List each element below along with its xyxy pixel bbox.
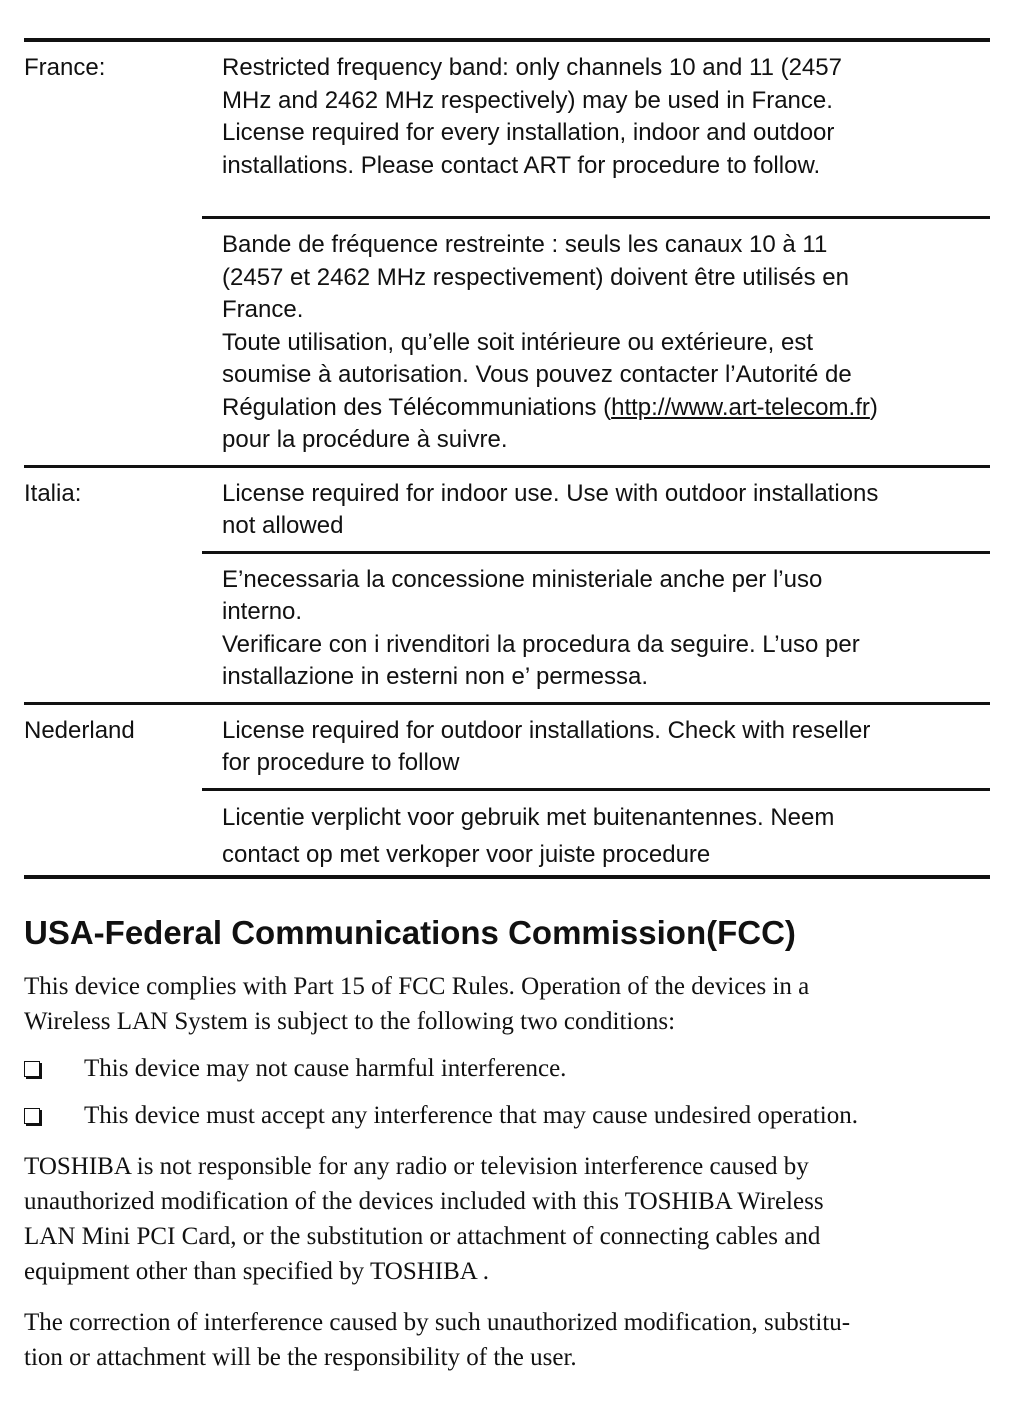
country-label: Italia: [24,479,82,507]
text-line: not allowed [222,512,344,539]
table-row-france [24,42,990,465]
text-line-with-link [222,392,986,425]
text-line: Bande de fréquence restreinte : seuls les canaux 10 à 11 [222,231,828,258]
english-text-cell [202,468,990,551]
text-line: Wireless LAN System is subject to the following two conditions: [24,1007,676,1035]
french-text-cell [202,216,990,465]
toshiba-paragraph [24,1149,990,1289]
link-prefix: Régulation des Télécommuniations ( [222,393,612,421]
text-line: pour la procédure à suivre. [222,426,508,453]
bullet-item [24,1051,990,1086]
document-page [24,38,990,1375]
country-label: France: [24,54,106,81]
checkbox-bullet-icon [24,1108,40,1124]
section-heading: USA-Federal Communications Commission(FCC) [24,913,796,951]
correction-paragraph [24,1305,990,1375]
text-line: soumise à autorisation. Vous pouvez contacter l’Autorité de [222,361,852,388]
row-cells [202,42,990,465]
link-suffix: ) [869,393,878,421]
table-row-italia [24,465,990,702]
english-text-cell [202,42,990,216]
text-line: installazione in esterni non e’ permessa. [222,663,649,690]
text-line: E’necessaria la concessione ministeriale anche per l’uso [222,565,823,593]
text-line: unauthorized modification of the devices included with this TOSHIBA Wireless [24,1187,824,1215]
text-line: installations. Please contact ART for procedure to follow. [222,151,821,179]
art-telecom-link[interactable]: http://www.art-telecom.fr [611,393,870,421]
text-line: tion or attachment will be the responsibility of the user. [24,1343,577,1371]
text-line: License required for every installation, indoor and outdoor [222,119,835,146]
text-line: License required for indoor use. Use with outdoor installations [222,479,879,507]
text-line: contact op met verkoper voor juiste procedure [222,840,711,868]
text-line: TOSHIBA is not responsible for any radio or television interference caused by [24,1152,809,1180]
text-line: Licentie verplicht voor gebruik met buitenantennes. Neem [222,803,835,831]
row-cells [202,468,990,702]
bullet-text: This device may not cause harmful interference. [84,1054,567,1082]
text-line: interno. [222,598,303,625]
text-line: Restricted frequency band: only channels 10 and 11 (2457 [222,54,842,81]
text-line: equipment other than specified by TOSHIBA . [24,1257,489,1285]
intro-paragraph [24,969,990,1039]
country-label: Nederland [24,716,135,744]
text-line: The correction of interference caused by such unauthorized modification, substitu- [24,1308,851,1336]
bullet-item [24,1098,990,1133]
text-line: Toute utilisation, qu’elle soit intérieure ou extérieure, est [222,328,813,356]
dutch-text-cell [202,788,990,875]
text-line: France. [222,296,304,323]
bullet-text: This device must accept any interference that may cause undesired operation. [84,1101,858,1129]
text-line: for procedure to follow [222,749,460,776]
text-line: This device complies with Part 15 of FCC Rules. Operation of the devices in a [24,972,810,1000]
regulatory-table [24,38,990,879]
text-line: MHz and 2462 MHz respectively) may be used in France. [222,86,833,114]
text-line: LAN Mini PCI Card, or the substitution or attachment of connecting cables and [24,1222,821,1250]
italian-text-cell [202,551,990,702]
row-cells [202,705,990,875]
english-text-cell [202,705,990,788]
text-line: (2457 et 2462 MHz respectivement) doivent être utilisés en [222,263,849,291]
checkbox-bullet-icon [24,1061,40,1077]
text-line: License required for outdoor installations. Check with reseller [222,716,871,744]
table-row-nederland [24,702,990,875]
text-line: Verificare con i rivenditori la procedura da seguire. L’uso per [222,630,860,658]
